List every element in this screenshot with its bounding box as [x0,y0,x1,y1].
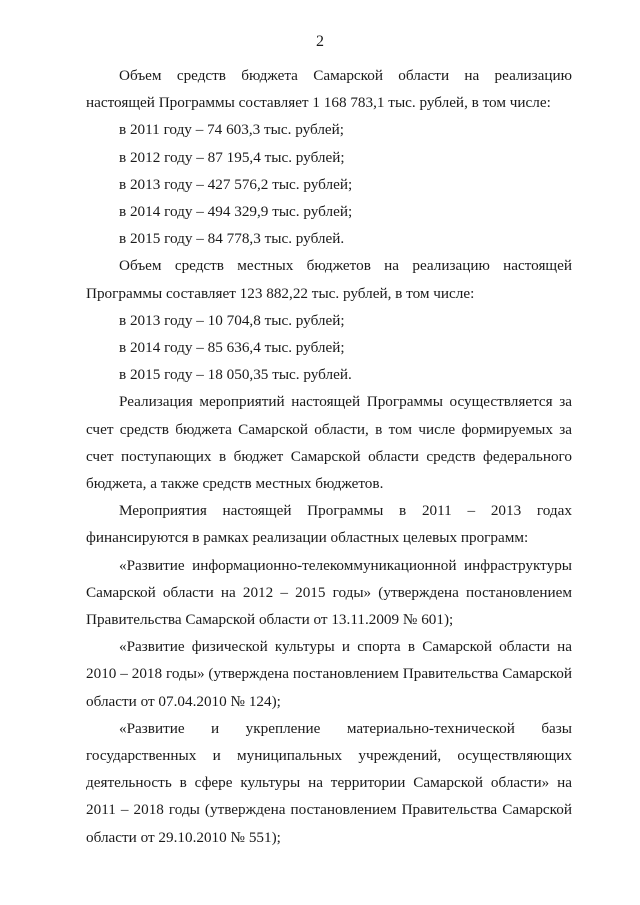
list-item-local-2013: в 2013 году – 10 704,8 тыс. рублей; [119,311,345,329]
page-body [86,62,572,851]
list-item-2013: в 2013 году – 427 576,2 тыс. рублей; [119,175,353,193]
list-item-local-2015: в 2015 году – 18 050,35 тыс. рублей. [119,366,352,384]
paragraph-financing: Мероприятия настоящей Программы в 2011 – 2013 годах финансируются в рамках реализации областных целевых программ: [86,502,572,547]
list-item-2014: в 2014 году – 494 329,9 тыс. рублей; [119,203,353,221]
list-item-local-2014: в 2014 году – 85 636,4 тыс. рублей; [119,339,345,357]
program-item-culture: «Развитие и укрепление материально-технической базы государственных и муниципальных учреждений, осуществляющих деятельность в сфере культуры на территории Самарской области» на 2011 – 2018 годы (утверждена постановлением Правительства Самарской области от 29.10.2010 № 551); [86,719,572,846]
program-item-it: «Развитие информационно-телекоммуникационной инфраструктуры Самарской области на 2012 – 2015 годы» (утверждена постановлением Правительства Самарской области от 13.11.2009 № 601); [86,556,572,629]
list-item-2015: в 2015 году – 84 778,3 тыс. рублей. [119,230,345,248]
page-number: 2 [316,33,324,50]
program-item-sport: «Развитие физической культуры и спорта в Самарской области на 2010 – 2018 годы» (утверждена постановлением Правительства Самарской области от 07.04.2010 № 124); [86,638,572,710]
paragraph-regional-budget: Объем средств бюджета Самарской области на реализацию настоящей Программы составляет 1 168 783,1 тыс. рублей, в том числе: [86,67,572,112]
list-item-2012: в 2012 году – 87 195,4 тыс. рублей; [119,148,345,166]
paragraph-local-budget: Объем средств местных бюджетов на реализацию настоящей Программы составляет 123 882,22 тыс. рублей, в том числе: [86,257,572,302]
list-item-2011: в 2011 году – 74 603,3 тыс. рублей; [119,121,345,139]
paragraph-implementation: Реализация мероприятий настоящей Программы осуществляется за счет средств бюджета Самарской области, в том числе формируемых за счет поступающих в бюджет Самарской области средств федерального бюджета, а также средств местных бюджетов. [86,393,572,493]
